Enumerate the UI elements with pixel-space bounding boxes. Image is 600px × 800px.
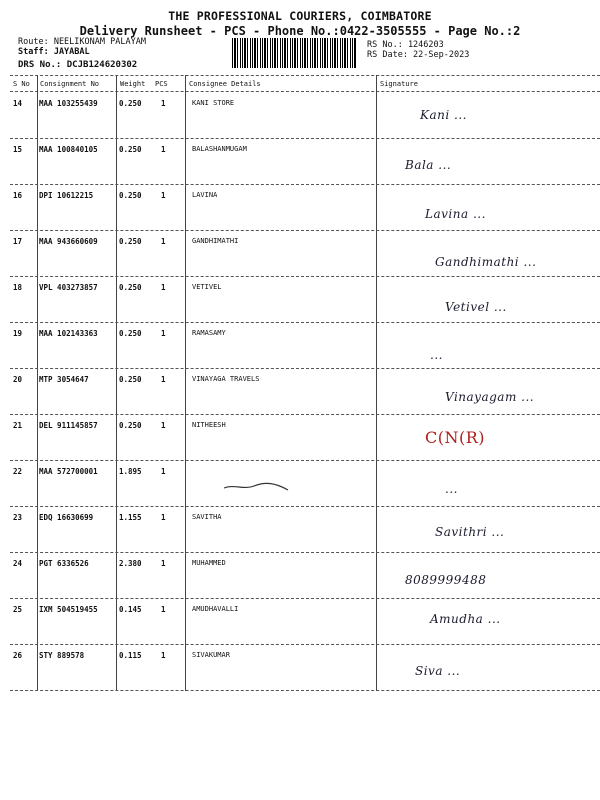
signature-row-24: 8089999488	[405, 573, 487, 587]
rs-number: RS No.: 1246203	[367, 40, 444, 50]
table-row	[10, 509, 600, 555]
row-weight: 2.380	[119, 559, 142, 568]
row-separator	[10, 552, 600, 553]
row-weight: 0.250	[119, 421, 142, 430]
row-pcs: 1	[161, 145, 166, 154]
row-sno: 15	[13, 145, 23, 154]
row-consignee: GANDHIMATHI	[192, 237, 239, 245]
row-consignment-no: MAA 943660609	[39, 237, 98, 246]
row-consignee: KANI STORE	[192, 99, 235, 107]
row-separator	[10, 230, 600, 231]
col-weight-header: Weight	[120, 80, 146, 88]
signature-row-16: Lavina ...	[425, 207, 486, 221]
signature-row-17: Gandhimathi ...	[435, 255, 537, 269]
signature-row-23: Savithri ...	[435, 525, 505, 539]
row-sno: 17	[13, 237, 23, 246]
signature-row-22: ...	[445, 482, 458, 496]
col-sno-header: S No	[13, 80, 30, 88]
row-separator	[10, 276, 600, 277]
row-consignment-no: PGT 6336526	[39, 559, 89, 568]
runsheet-subtitle: Delivery Runsheet - PCS - Phone No.:0422-3505555 - Page No.:2	[79, 24, 521, 38]
row-sno: 26	[13, 651, 23, 660]
row-weight: 0.250	[119, 145, 142, 154]
row-separator	[10, 460, 600, 461]
table-row	[10, 187, 600, 233]
row-weight: 0.250	[119, 375, 142, 384]
row-consignee: BALASHANMUGAM	[192, 145, 247, 153]
row-consignee: SIVAKUMAR	[192, 651, 230, 659]
row-consignment-no: STY 889578	[39, 651, 85, 660]
row-weight: 0.250	[119, 329, 142, 338]
table-row	[10, 647, 600, 693]
rs-date: RS Date: 22-Sep-2023	[367, 50, 470, 60]
row-consignee: LAVINA	[192, 191, 218, 199]
col-consignee-header: Consignee Details	[189, 80, 261, 88]
row-consignment-no: EDQ 16630699	[39, 513, 94, 522]
row-weight: 0.250	[119, 99, 142, 108]
row-separator	[10, 690, 600, 691]
row-pcs: 1	[161, 237, 166, 246]
row-separator	[10, 368, 600, 369]
row-sno: 24	[13, 559, 23, 568]
row-pcs: 1	[161, 329, 166, 338]
row-separator	[10, 506, 600, 507]
col-signature-header: Signature	[380, 80, 418, 88]
row-consignee: SAVITHA	[192, 513, 222, 521]
table-row	[10, 141, 600, 187]
row-weight: 0.115	[119, 651, 142, 660]
row-consignment-no: DEL 911145857	[39, 421, 98, 430]
table-row	[10, 95, 600, 141]
row-separator	[10, 138, 600, 139]
row-pcs: 1	[161, 467, 166, 476]
row-consignment-no: MAA 100840105	[39, 145, 98, 154]
row-pcs: 1	[161, 513, 166, 522]
row-consignment-no: MAA 103255439	[39, 99, 98, 108]
col-consignment-header: Consignment No	[40, 80, 100, 88]
row-sno: 16	[13, 191, 23, 200]
row-sno: 18	[13, 283, 23, 292]
row-weight: 0.145	[119, 605, 142, 614]
drs-number: DRS No.: DCJB124620302	[18, 60, 138, 70]
row-consignee: RAMASAMY	[192, 329, 226, 337]
row-separator	[10, 184, 600, 185]
row-separator	[10, 644, 600, 645]
row-pcs: 1	[161, 421, 166, 430]
signature-row-25: Amudha ...	[430, 612, 501, 626]
row-consignee: VETIVEL	[192, 283, 222, 291]
row-separator	[10, 322, 600, 323]
row-sno: 23	[13, 513, 23, 522]
row-consignee: VINAYAGA TRAVELS	[192, 375, 260, 383]
table-row	[10, 325, 600, 371]
row-sno: 22	[13, 467, 23, 476]
signature-row-26: Siva ...	[415, 664, 461, 678]
consignee-scribble	[222, 478, 292, 496]
row-consignee: AMUDHAVALLI	[192, 605, 239, 613]
row-weight: 1.895	[119, 467, 142, 476]
table-row	[10, 555, 600, 601]
header-bottom-rule	[10, 91, 600, 92]
row-consignment-no: MAA 102143363	[39, 329, 98, 338]
row-consignment-no: DPI 10612215	[39, 191, 94, 200]
row-consignment-no: MTP 3054647	[39, 375, 89, 384]
row-consignment-no: IXM 504519455	[39, 605, 98, 614]
row-pcs: 1	[161, 559, 166, 568]
company-title: THE PROFESSIONAL COURIERS, COIMBATORE	[168, 9, 432, 23]
signature-row-19: ...	[430, 348, 443, 362]
row-pcs: 1	[161, 99, 166, 108]
row-pcs: 1	[161, 191, 166, 200]
table-row	[10, 463, 600, 509]
row-sno: 14	[13, 99, 23, 108]
row-weight: 0.250	[119, 191, 142, 200]
row-sno: 21	[13, 421, 23, 430]
table-row	[10, 601, 600, 647]
row-consignment-no: MAA 572700001	[39, 467, 98, 476]
signature-row-21: C(N(R)	[425, 428, 486, 447]
row-sno: 19	[13, 329, 23, 338]
signature-row-14: Kani ...	[420, 108, 467, 122]
row-weight: 0.250	[119, 237, 142, 246]
row-consignee: NITHEESH	[192, 421, 226, 429]
col-pcs-header: PCS	[155, 80, 168, 88]
row-weight: 1.155	[119, 513, 142, 522]
table-row	[10, 417, 600, 463]
signature-row-15: Bala ...	[405, 158, 452, 172]
row-sno: 25	[13, 605, 23, 614]
table-row	[10, 279, 600, 325]
row-pcs: 1	[161, 375, 166, 384]
signature-row-20: Vinayagam ...	[445, 390, 535, 404]
row-separator	[10, 598, 600, 599]
signature-row-18: Vetivel ...	[445, 300, 507, 314]
row-pcs: 1	[161, 283, 166, 292]
route-label: Route: NEELIKONAM PALAYAM	[18, 37, 146, 47]
row-consignee: MUHAMMED	[192, 559, 226, 567]
staff-label: Staff: JAYABAL	[18, 47, 90, 57]
row-pcs: 1	[161, 605, 166, 614]
barcode-image	[232, 38, 357, 68]
row-consignment-no: VPL 403273857	[39, 283, 98, 292]
row-weight: 0.250	[119, 283, 142, 292]
row-pcs: 1	[161, 651, 166, 660]
row-sno: 20	[13, 375, 23, 384]
row-separator	[10, 414, 600, 415]
table-top-rule	[10, 75, 600, 76]
